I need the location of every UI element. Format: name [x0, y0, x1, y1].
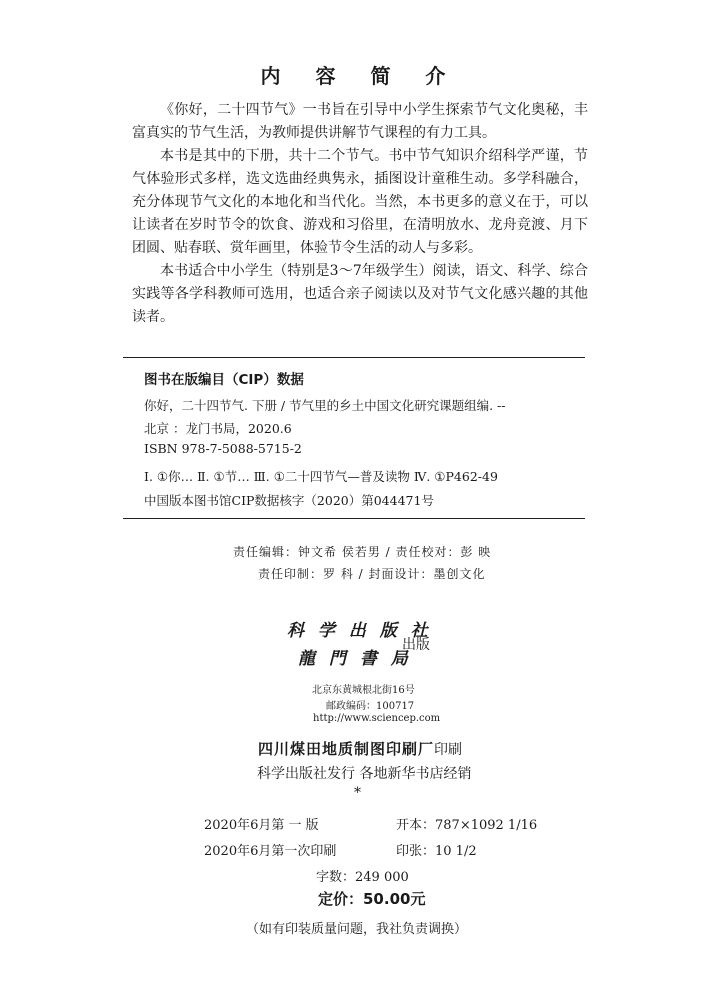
cip-place-line: 北京 ：龙门书局，2020.6 — [144, 421, 292, 436]
cip-title-line: 你好，二十四节气. 下册 / 节气里的乡土中国文化研究课题组编. -- — [144, 398, 506, 413]
publisher-suffix: 出版 — [402, 637, 430, 653]
printer-name: 四川煤田地质制图印刷厂 — [258, 740, 435, 758]
cip-record-number: 中国版本图书馆CIP数据核字（2020）第044471号 — [144, 493, 434, 508]
publisher-name-longmen: 龍 門 書 局 — [298, 649, 412, 669]
sheets: 印张：10 1/2 — [396, 844, 477, 859]
page-title: 内 容 简 介 — [260, 64, 460, 88]
cip-top-rule — [123, 357, 585, 358]
cip-bottom-rule — [123, 518, 585, 519]
publisher-address: 北京东黄城根北街16号 — [312, 685, 415, 696]
price: 定价：50.00元 — [318, 890, 426, 908]
edition: 2020年6月第 一 版 — [204, 818, 319, 833]
publisher-url: http://www.sciencep.com — [313, 713, 441, 724]
distribution: 科学出版社发行 各地新华书店经销 — [257, 766, 472, 782]
cip-heading: 图书在版编目（CIP）数据 — [144, 372, 304, 388]
word-count: 字数：249 000 — [316, 870, 409, 885]
separator-star: * — [354, 785, 361, 801]
quality-note: （如有印装质量问题，我社负责调换） — [246, 922, 468, 937]
intro-paragraph: 本书是其中的下册，共十二个节气。书中节气知识介绍科学严谨，节气体验形式多样，选文选曲经典隽永，插图设计童稚生动。多学科融合，充分体现节气文化的本地化和当代化。当然，本书更多的意义在于，可以让读者在岁时节令的饮食、游戏和习俗里，在清明放水、龙舟竞渡、月下团圆、贴春联、赏年画里，体验节令生活的动人与多彩。 — [132, 148, 588, 256]
intro-paragraph: 《你好，二十四节气》一书旨在引导中小学生探索节气文化奥秘，丰富真实的节气生活，为教师提供讲解节气课程的有力工具。 — [132, 102, 588, 141]
staff-production: 责任印制：罗 科 / 封面设计：墨创文化 — [258, 567, 486, 581]
cip-subjects: Ⅰ. ①你… Ⅱ. ①节… Ⅲ. ①二十四节气—普及读物 Ⅳ. ①P462-49 — [144, 469, 498, 484]
format: 开本：787×1092 1/16 — [396, 818, 538, 833]
printing: 2020年6月第一次印刷 — [204, 844, 337, 859]
printer-line — [258, 738, 462, 759]
publisher-postcode: 邮政编码：100717 — [326, 701, 415, 712]
publisher-name-science: 科 学 出 版 社 — [287, 621, 432, 641]
cip-isbn: ISBN 978-7-5088-5715-2 — [144, 441, 302, 456]
staff-editors: 责任编辑：钟文希 侯若男 / 责任校对：彭 映 — [233, 545, 492, 559]
printer-suffix: 印刷 — [434, 742, 463, 758]
intro-paragraph: 本书适合中小学生（特别是3～7年级学生）阅读，语文、科学、综合实践等各学科教师可选用，也适合亲子阅读以及对节气文化感兴趣的其他读者。 — [132, 263, 588, 325]
intro-section — [132, 99, 588, 329]
